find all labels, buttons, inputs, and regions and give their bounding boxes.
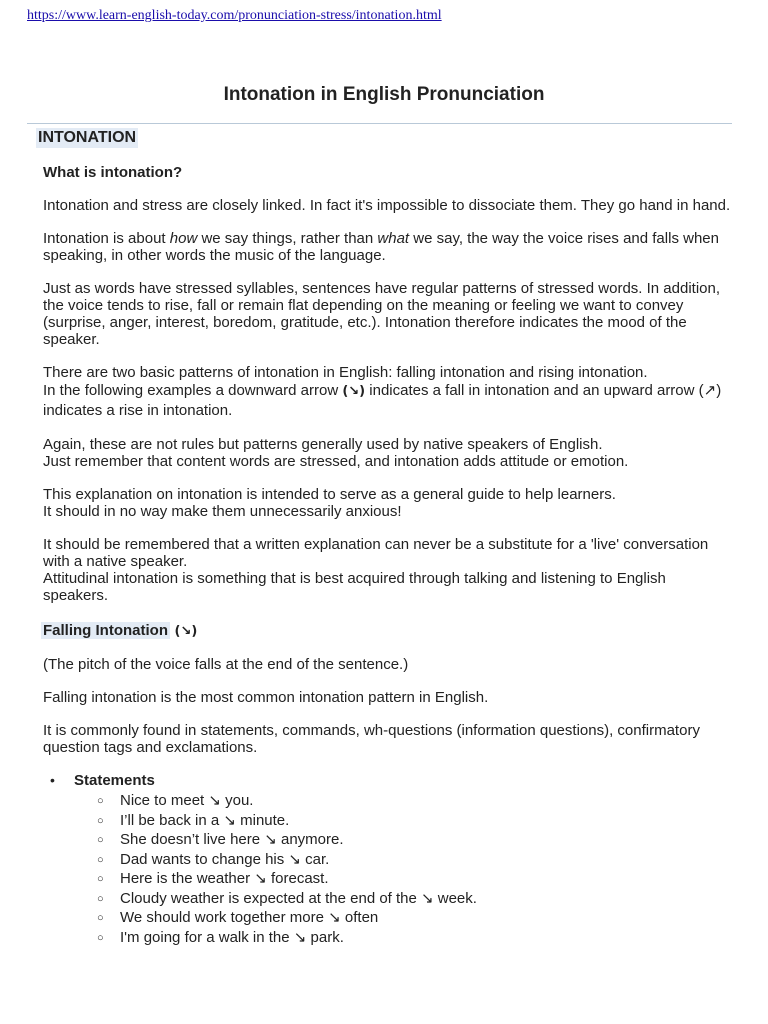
list-item: ○ We should work together more ↘ often [74,908,735,928]
statements-sublist [74,791,735,947]
paragraph-4 [43,364,735,420]
falling-arrow-icon: (↘) [169,624,198,639]
paragraph-7-line-1: It should be remembered that a written explanation can never be a substitute for a 'live' conversation with a native speaker. [43,536,709,570]
paragraph-2 [43,230,735,264]
list-item: ○ Here is the weather ↘ forecast. [74,869,735,889]
paragraph-4-line-1: There are two basic patterns of intonation in English: falling intonation and rising intonation. [43,364,648,381]
paragraph-3: Just as words have stressed syllables, sentences have regular patterns of stressed words. In addition, the voice tends to rise, fall or remain flat depending on the meaning or feeling we want to convey (surprise, anger, interest, boredom, gratitude, etc.). Intonation therefore indicates the mood of the speaker. [43,280,721,348]
emphasis-what: what [377,230,410,247]
page-title: Intonation in English Pronunciation [223,84,545,105]
falling-intonation-heading-label: Falling Intonation [43,622,168,639]
list-item: ○ I'm going for a walk in the ↘ park. [74,928,735,948]
source-url-link[interactable]: https://www.learn-english-today.com/pronunciation-stress/intonation.html [27,8,442,23]
paragraph-7 [43,536,735,604]
paragraph-2-text-c: we say, the way the voice rises and falls when speaking, in other words the music of the language. [43,230,719,264]
section-heading: INTONATION [38,129,137,146]
paragraph-5-line-2: Just remember that content words are stressed, and intonation adds attitude or emotion. [43,453,629,470]
list-item: ○ She doesn’t live here ↘ anymore. [74,830,735,850]
paragraph-6-line-2: It should in no way make them unnecessarily anxious! [43,503,402,520]
paragraph-4-line-2-b: indicates a fall in intonation and an upward arrow (↗) indicates a rise in intonation. [43,382,722,419]
examples-list [43,772,735,947]
paragraph-4-line-2 [43,381,735,420]
paragraph-5 [43,436,735,470]
section-divider [27,123,732,146]
article-body [43,164,735,947]
paragraph-6 [43,486,735,520]
list-item: ○ Nice to meet ↘ you. [74,791,735,811]
falling-line-2: Falling intonation is the most common intonation pattern in English. [43,689,489,706]
falling-intonation-section [43,622,735,947]
list-item: ○ Cloudy weather is expected at the end of the ↘ week. [74,889,735,909]
paragraph-2-text-a: Intonation is about [43,230,170,247]
list-item: ○ I’ll be back in a ↘ minute. [74,811,735,831]
paragraph-5-line-1: Again, these are not rules but patterns generally used by native speakers of English. [43,436,603,453]
down-arrow-icon: (↘) [342,384,366,399]
paragraph-6-line-1: This explanation on intonation is intended to serve as a general guide to help learners. [43,486,616,503]
paragraph-4-line-2-a: In the following examples a downward arrow [43,382,343,399]
emphasis-how: how [169,230,198,247]
list-item-statements [43,772,735,947]
paragraph-1: Intonation and stress are closely linked. In fact it's impossible to dissociate them. They go hand in hand. [43,197,731,214]
paragraph-7-line-2: Attitudinal intonation is something that is best acquired through talking and listening to English speakers. [43,570,666,604]
list-item: ○ Dad wants to change his ↘ car. [74,850,735,870]
subheading-what-is-intonation: What is intonation? [43,164,183,181]
falling-line-1: (The pitch of the voice falls at the end of the sentence.) [43,656,409,673]
statements-title: • Statements [74,772,155,789]
falling-line-3: It is commonly found in statements, commands, wh-questions (information questions), confirmatory question tags and exclamations. [43,722,700,756]
falling-intonation-heading [43,622,735,640]
paragraph-2-text-b: we say things, rather than [197,230,378,247]
